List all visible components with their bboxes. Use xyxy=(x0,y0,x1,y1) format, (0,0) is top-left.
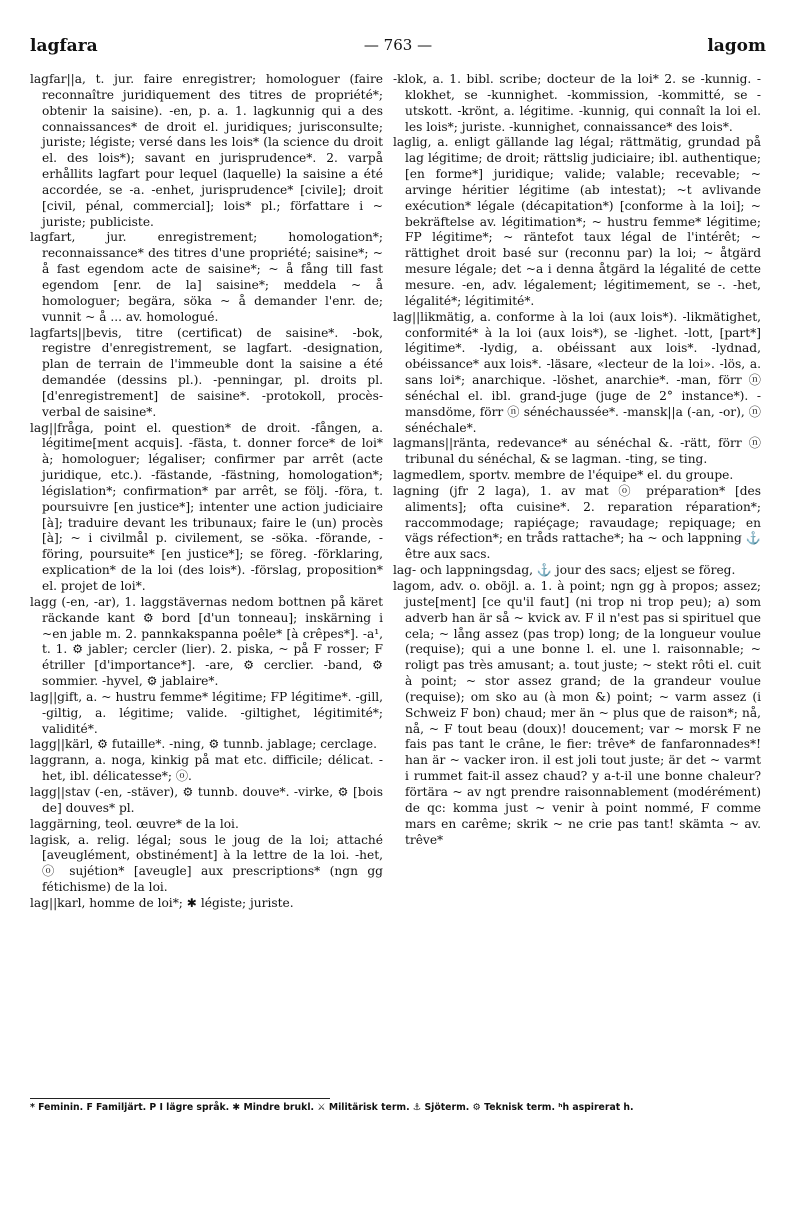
entry-lagom: lagom, adv. o. oböjl. a. 1. à point; ngn gg à propos; assez; juste[ment] [ce qu'il faut] (ni trop ni trop peu); a) som adverb han är så ~ kvick av. F il n'est pas si spirituel que cela; ~ lång assez (pas trop) long; de la longueur voulue (requise); qui a une bonne l. el. une l. raisonnable; ~ roligt pas très amusant; a. tout juste; ~ stekt rôti el. cuit à point; ~ stor assez grand; de la grandeur voulue (requise); om sko au (à mon &) point; ~ varm assez (i Schweiz F bon) chaud; mer än ~ plus que de raison*; nå, nå, ~ F tout beau (doux)! doucement; var ~ morsk F ne fais pas tant le crâne, le fier: trêve* de fanfaronnades*! han är ~ vacker iron. il est joli tout juste; är det ~ varmt i rummet fait-il assez chaud? y a-t-il une bonne chaleur? förtära ~ av ngt prendre raisonnablement (modérément) de qc: komma just ~ venir à point nommé, F comme mars en carême; skrik ~ ne crie pas tant! skämta ~ av. trêve* xyxy=(393,579,761,847)
entry-laglig: laglig, a. enligt gällande lag légal; rättmätig, grundad på lag légitime; de droit; rättslig judiciaire; ibl. authentique; [en forme*] juridique; valide; valable; recevable; ~ arvinge héritier légitime (ab intestat); ~t avlivande exécution* légale (décapitation*) [conforme à la loi]; ~ bekräftelse av. légitimation*; ~ hustru femme* légitime; FP légitime*; ~ räntefot taux légal de l'intérêt; ~ rättighet droit basé sur (reconnu par) la loi; ~ åtgärd mesure légale; det ~a i denna åtgärd la légalité de cette mesure. -en, adv. légalement; légitimement, se -. -het, légalité*; légitimité*. xyxy=(393,135,761,308)
footer-divider xyxy=(30,1098,330,1099)
entry-klok: -klok, a. 1. bibl. scribe; docteur de la loi* 2. se -kunnig. -klokhet, se -kunnighet. -kommission, -kommitté, se -utskott. -krönt, a. légitime. -kunnig, qui connaît la loi el. les lois*; juriste. -kunnighet, connaissance* des lois*. xyxy=(393,72,761,134)
entry-laggkarl: lagg||kärl, ⚙ futaille*. -ning, ⚙ tunnb. jablage; cerclage. xyxy=(30,737,377,752)
entry-lagfart: lagfart, jur. enregistrement; homologation*; reconnaissance* des titres d'une propriété; saisine*; ~ å fast egendom acte de saisine*; ~ å fång till fast egendom [enr. de la] saisine*; meddela ~ å homologuer; begära, söka ~ å demander l'enr. de; vunnit ~ å ... av. homologué. xyxy=(30,230,383,324)
page-number: — 763 — xyxy=(363,36,433,54)
entry-lagmansranta: lagmans||ränta, redevance* au sénéchal &. -rätt, förr ⓝ tribunal du sénéchal, & se lagman. -ting, se ting. xyxy=(393,436,761,467)
entry-lagg: lagg (-en, -ar), 1. laggstävernas nedom bottnen på käret räckande kant ⚙ bord [d'un tonneau]; inskärning i ~en jable m. 2. pannkakspanna poêle* [à crêpes*]. -a¹, t. 1. ⚙ jabler; cercler (lier). 2. piska, ~ på F rosser; F étriller [d'importance*]. -are, ⚙ cerclier. -band, ⚙ sommier. -hyvel, ⚙ jablaire*. xyxy=(30,594,383,689)
page-header xyxy=(30,36,766,60)
left-headword: lagfara xyxy=(30,36,98,56)
entry-lappningsdag: lag- och lappningsdag, ⚓ jour des sacs; eljest se föreg. xyxy=(393,563,736,578)
entry-lagkarl: lag||karl, homme de loi*; ✱ légiste; juriste. xyxy=(30,895,294,910)
entry-laggstav: lagg||stav (-en, -stäver), ⚙ tunnb. douve*. -virke, ⚙ [bois de] douves* pl. xyxy=(30,784,383,815)
entry-lagisk: lagisk, a. relig. légal; sous le joug de la loi; attaché [aveuglément, obstinément] à la lettre de la loi. -het, ⓞ sujétion* [aveugle] aux prescriptions* (ngn gg fétichisme) de la loi. xyxy=(30,832,383,895)
entry-lagfraga: lag||fråga, point el. question* de droit. -fången, a. légitime[ment acquis]. -fästa, t. donner force* de loi* à; homologuer; légaliser; confirmer par arrêt (acte juridique, etc.). -fästande, -fästning, homologation*; législation*; confirmation* par arrêt, se följ. -föra, t. poursuivre [en justice*]; intenter une action judiciaire [à]; traduire devant les tribunaux; faire le (un) procès [à]; ~ i civilmål p. civilement, se -söka. -förande, -föring, poursuite* [en justice*]; se föreg. -förklaring, explication* de la loi (des lois*). -förslag, proposition* el. projet de loi*. xyxy=(30,420,383,593)
entry-lagfartsbevis: lagfarts||bevis, titre (certificat) de saisine*. -bok, registre d'enregistrement, se lagfart. -designation, plan de terrain de l'immeuble dont la saisine a été demandée (dessins pl.). -penningar, pl. droits pl. [d'enregistrement] de saisine*. -protokoll, procès-verbal de saisine*. xyxy=(30,325,383,419)
left-column xyxy=(30,72,383,912)
entry-lagning: lagning (jfr 2 laga), 1. av mat ⓞ préparation* [des aliments]; ofta cuisine*. 2. reparation réparation*; raccommodage; rapiéçage; ravaudage; repiquage; en vägs réfection*; en tråds rattache*; ha ~ och lappning ⚓ être aux sacs. xyxy=(393,483,761,562)
entry-lagmedlem: lagmedlem, sportv. membre de l'équipe* el. du groupe. xyxy=(393,468,734,483)
entry-laggift: lag||gift, a. ~ hustru femme* légitime; FP légitime*. -gill, -giltig, a. légitime; valide. -giltighet, légitimité*; validité*. xyxy=(30,689,383,736)
entry-laggarning: laggärning, teol. œuvre* de la loi. xyxy=(30,816,239,831)
right-column xyxy=(393,72,761,848)
entry-lagfara: lagfar||a, t. jur. faire enregistrer; homologuer (faire reconnaître juridiquement des titres de propriété*; obtenir la saisine). -en, p. a. 1. lagkunnig qui a des connaissances* de droit el. juridiques; jurisconsulte; juriste; légiste; versé dans les lois* (la science du droit el. des lois*); savant en jurisprudence*. 2. varpå erhållits lagfart pour lequel (laquelle) la saisine a été accordée, se -a. -enhet, jurisprudence* [civile]; droit [civil, pénal, commercial]; lois* pl.; författare i ~ juriste; publiciste. xyxy=(30,72,383,229)
entry-laglikmatig: lag||likmätig, a. conforme à la loi (aux lois*). -likmätighet, conformité* à la loi (aux lois*), se -lighet. -lott, [part*] légitime*. -lydig, a. obéissant aux lois*. -lydnad, obéissance* aux lois*. -läsare, «lecteur de la loi». -lös, a. sans loi*; anarchique. -löshet, anarchie*. -man, förr ⓝ sénéchal el. ibl. grand-juge (juge de 2° instance*). -mansdöme, förr ⓝ sénéchaussée*. -mansk||a (-an, -or), ⓝ sénéchale*. xyxy=(393,309,761,435)
right-headword: lagom xyxy=(707,36,766,56)
entry-laggrann: laggrann, a. noga, kinkig på mat etc. difficile; délicat. -het, ibl. délicatesse*; ⓞ. xyxy=(30,753,383,784)
abbreviation-key: * Feminin. F Familjärt. P I lägre språk. ✱ Mindre brukl. ⚔ Militärisk term. ⚓ Sjöterm. ⚙ Teknisk term. ʰh aspirerat h. xyxy=(30,1102,634,1113)
